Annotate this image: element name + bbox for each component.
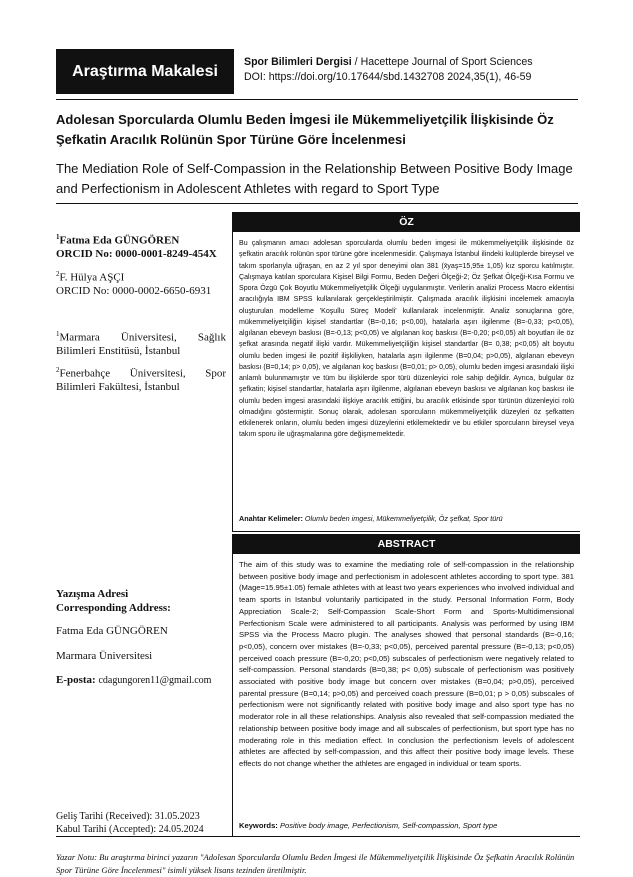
correspondence-heading-en: Corresponding Address: [56, 601, 171, 614]
affiliation-1-text: Marmara Üniversitesi, Sağlık Bilimleri Enstitüsü, İstanbul [56, 331, 226, 358]
affiliation-2 [56, 364, 226, 395]
doi-line[interactable]: DOI: https://doi.org/10.17644/sbd.1432708 2024,35(1), 46-59 [244, 71, 532, 83]
abstract-bottom-border [56, 836, 580, 837]
oz-left-border [232, 212, 233, 532]
dates-block [56, 811, 226, 836]
abstract-keywords [239, 821, 574, 830]
journal-name-en: Hacettepe Journal of Sport Sciences [360, 56, 533, 68]
journal-separator: / [351, 56, 361, 68]
title-rule [56, 203, 578, 204]
email-label: E-posta: [56, 674, 96, 686]
author-2 [56, 268, 226, 299]
oz-keywords-label: Anahtar Kelimeler: [239, 514, 303, 523]
author-2-orcid[interactable]: ORCID No: 0000-0002-6650-6931 [56, 285, 212, 298]
author-2-sup: 2 [56, 270, 60, 278]
received-date: Geliş Tarihi (Received): 31.05.2023 [56, 811, 200, 822]
correspondence-block [56, 588, 226, 688]
abstract-heading [233, 534, 580, 554]
abstract-keywords-text: Positive body image, Perfectionism, Self-compassion, Sport type [279, 821, 498, 830]
author-1 [56, 231, 226, 262]
abstract-body: The aim of this study was to examine the mediating role of self-compassion in the relationship between positive body image and perfectionism in adolescent athletes according to sport type. 381 (Mage=15.95±1.05) female athletes with at least two years experiences who involved individual and team sports in Istanbul voluntarily participated in the study. Personal Information Form, Body Appreciation Scale-2; Self-Compassion Scale-Short Form and Sports-Multidimensional Perfectionism Scale were administered to all participants. Analysis was performed by using IBM SPSS via the Process Macro plugin. The analyses showed that personal standards (B=-0,16; p<0,05), concern over mistakes (B=-0,33; p<0,05), perceived parental pressure (B=-0,13; p<0,05) perceived coach pressure (B=-0,20; p<0,05) subscales of perfectionism were negatively related to self-compassion. Personal standards (B=0,38; p< 0,05) subscale of perfectionism was positively associated with positive body image but concern over mistakes (B=0,04; p>0,05), perceived parental pressure (B=0,14; p>0,05) and perceived coach pressure (B=0,01; p > 0,05) subscales of perfectionism were not significantly related with positive body image and also sport type has no moderator role in all these relationships. Analysis also revealed that self-compassion mediated the relationship between positive body image and all subscales of perfectionism, but sport type has no moderating role in this mediation effect. In conclusion the perfectionism levels of adolescent athletes are affected by self-compassion, and this affect their positive body image levels. These effects do not change whether the athletes are engaged in individual or team sports. [239, 560, 574, 768]
affiliation-1-sup: 1 [56, 330, 60, 338]
correspondence-heading-tr: Yazışma Adresi [56, 588, 129, 600]
email-link[interactable]: cdagungoren11@gmail.com [98, 675, 212, 686]
author-1-name: Fatma Eda GÜNGÖREN [59, 234, 180, 247]
author-1-sup: 1 [56, 233, 60, 241]
article-type-badge [56, 49, 234, 94]
correspondence-institution: Marmara Üniversitesi [56, 649, 153, 662]
author-note: Yazar Notu: Bu araştırma birinci yazarın "Adolesan Sporcularda Olumlu Beden İmgesi ile Mükemmeliyetçilik İlişkisinde Öz Şefkatin Aracılık Rolünün Spor Türüne Göre İncelenmesi" isimli yüksek lisans tezinden üretilmiştir. [56, 852, 575, 875]
journal-name: Spor Bilimleri Dergisi [244, 56, 352, 68]
oz-heading [233, 212, 580, 232]
oz-body: Bu çalışmanın amacı adolesan sporcularda olumlu beden imgesi ile mükemmeliyetçilik ilişkisinde öz şefkatin aracılık rolünün spor türüne göre incelenmesidir. Çalışmaya İstanbul ilindeki kulüplerde bireysel ve takım sporlarıyla uğraşan, en az 2 yıl spor deneyimi olan 381 (x̄yaş=15,95± 1,05) kız sporcu katılmıştır. Çalışmaya katılan sporculara Kişisel Bilgi Formu, Beden Değeri Ölçeği-2; Öz Şefkat Ölçeği-Kısa Formu ve Spora Özgü Çok Boyutlu Mükemmeliyetçilik Ölçeği uygulanmıştır. Verilerin analizi Process Macro eklentisi aracılığıyla IBM SPSS kullanılarak gerçekleştirilmiştir. Çalışmada aracılık ilişkisini incelemek amacıyla oluşturulan modelleme 'Koşullu Süreç Modeli' kullanılarak incelenmiştir. Analiz sonuçlarına göre, mükemmeliyetçiliğin kişisel standartlar (B=-0,16; p<0,00), hatalarla aşırı ilgilenme (B=-0,33; p<0,05), algılanan ebeveyn baskısı (B=-0,13; p<0,05) ve algılanan koç baskısı (B=-0,20; p<0,05) alt boyutları ile öz şefkat arasında negatif ilişki vardır. Mükemmeliyetçiliğin kişisel standartlar (B= 0,38; p<0,05) alt boyutu olumlu beden imgesi ile pozitif ilişkiliyken, hatalarla aşırı ilgilenme (B=0,04; p>0,05), algılanan ebeveyn baskısı (B=0,14; p> 0,05), ve algılanan koç baskısı (B=0,01; p> 0,05), olumlu beden imgesi arasındaki ilişki anlamlı bulunmamıştır ve tüm bu ilişkilerde spor türü düzenleyici role sahip değildir. Ayrıca, bulgular öz şefkatin; kişisel standartlar, hatalarla aşırı ilgilenme, algılanan ebeveyn baskısı ve algılanan koç baskısı ile olumlu beden imgesi arasındaki ilişkiye aracılık ettiğini, bu aracılık etkisinde spor türünün düzenleyici rolü olmadığını göstermiştir. Sonuç olarak, adolesan sporcuların mükemmeliyetçilik düzeyleri öz şefkatten etkilenerek onların, olumlu beden imgesi düzeylerini etkilemektedir ve bu etkiler sporcuların bireysel veya takım sporu ile uğraşmalarına göre değişmemektedir. [239, 240, 574, 439]
correspondence-name: Fatma Eda GÜNGÖREN [56, 625, 168, 637]
affiliation-1 [56, 328, 226, 359]
oz-keywords-text: Olumlu beden imgesi, Mükemmeliyetçilik, Öz şefkat, Spor türü [304, 514, 503, 523]
oz-bottom-border [232, 531, 580, 532]
title-english: The Mediation Role of Self-Compassion in the Relationship Between Positive Body Image and Perfectionism in Adolescent Athletes with regard to Sport Type [56, 161, 573, 196]
journal-info [244, 55, 604, 85]
article-type-label: Araştırma Makalesi [72, 62, 218, 80]
affiliation-2-sup: 2 [56, 366, 60, 374]
abstract-left-border [232, 534, 233, 836]
accepted-date: Kabul Tarihi (Accepted): 24.05.2024 [56, 823, 204, 835]
oz-heading-label: ÖZ [399, 216, 414, 228]
header-rule [56, 99, 578, 100]
abstract-keywords-label: Keywords: [239, 821, 278, 830]
oz-keywords [239, 514, 574, 523]
author-1-orcid[interactable]: ORCID No: 0000-0001-8249-454X [56, 248, 217, 261]
author-2-name: F. Hülya AŞÇI [59, 271, 125, 284]
abstract-heading-label: ABSTRACT [377, 538, 436, 550]
affiliation-2-text: Fenerbahçe Üniversitesi, Spor Bilimleri Fakültesi, İstanbul [56, 367, 226, 394]
title-turkish: Adolesan Sporcularda Olumlu Beden İmgesi ile Mükemmeliyetçilik İlişkisinde Öz Şefkatin Aracılık Rolünün Spor Türüne Göre İncelenmesi [56, 112, 554, 147]
